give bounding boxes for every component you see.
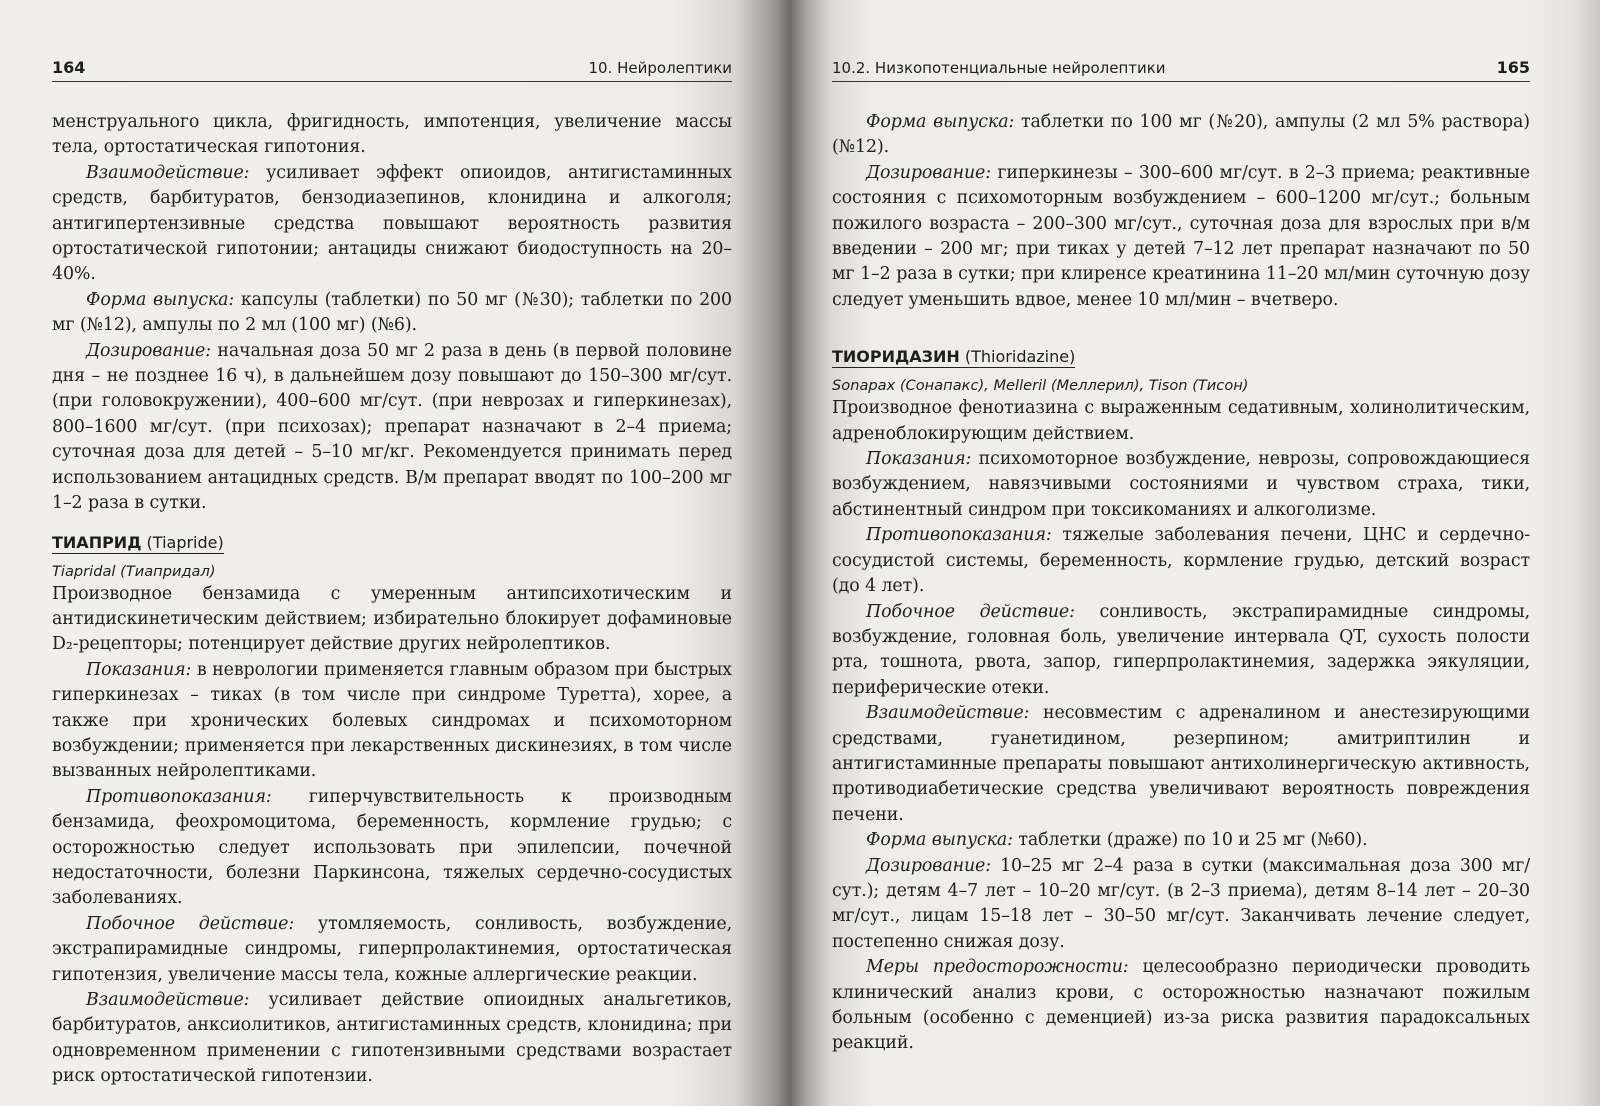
right-page-text xyxy=(832,110,1530,1057)
section-label: Показания: xyxy=(866,449,972,470)
section-label: Противопоказания: xyxy=(866,525,1052,546)
left-running-head xyxy=(52,0,732,82)
section-label: Меры предосторожности: xyxy=(866,957,1129,978)
paragraph xyxy=(832,955,1530,1057)
drug-latin-name: (Tiapride) xyxy=(141,532,224,552)
section-label: Дозирование: xyxy=(866,855,991,876)
section-label: Противопоказания: xyxy=(86,786,272,807)
continued-paragraph: менструального цикла, фригидность, импотенция, увеличение массы тела, ортостатическая гипотония. xyxy=(52,112,732,158)
left-page xyxy=(0,0,790,1106)
drug-heading-tiapride xyxy=(52,533,224,554)
right-chapter-title: 10.2. Низкопотенциальные нейролептики xyxy=(832,59,1166,77)
paragraph xyxy=(52,912,732,988)
section-label: Форма выпуска: xyxy=(866,112,1015,132)
section-label: Побочное действие: xyxy=(866,601,1075,622)
section-label: Взаимодействие: xyxy=(86,990,250,1010)
section-text: усиливает эффект опиоидов, антигистаминных средств, барбитуратов, бензодиазепинов, клонидина и алкоголя; антигипертензивные средства повышают вероятность развития ортостатической гипотонии; антациды снижают биодоступность на 20–40%. xyxy=(52,162,732,285)
drug-name: ТИАПРИД xyxy=(52,532,142,552)
paragraph xyxy=(832,854,1530,956)
section-text: утомляемость, сонливость, возбуждение, экстрапирамидные синдромы, гиперпролактинемия, ортостатическая гипотензия, увеличение массы тела, кожные аллергические реакции. xyxy=(52,913,733,985)
section-text: сонливость, экстрапирамидные синдромы, возбуждение, головная боль, увеличение интервала QT, сухость полости рта, тошнота, рвота, запор, гиперпролактинемия, задержка эякуляции, периферические отеки. xyxy=(832,601,1531,698)
right-page-number: 165 xyxy=(1496,58,1530,77)
paragraph xyxy=(832,828,1530,853)
section-label: Форма выпуска: xyxy=(86,289,235,310)
paragraph xyxy=(832,701,1530,828)
drug-description: Производное бензамида с умеренным антипсихотическим и антидискинетическим действием; избирательно блокирует дофаминовые D₂-рецепторы; потенцирует действие других нейролептиков. xyxy=(52,583,732,655)
section-label: Взаимодействие: xyxy=(86,162,250,183)
left-page-number: 164 xyxy=(52,58,86,77)
paragraph xyxy=(832,600,1530,702)
left-page-text xyxy=(52,110,732,1090)
paragraph xyxy=(52,288,732,339)
drug-description: Производное фенотиазина с выраженным седативным, холинолитическим, адреноблокирующим действием. xyxy=(832,398,1530,444)
paragraph xyxy=(832,161,1530,313)
section-label: Побочное действие: xyxy=(86,913,295,934)
section-text: таблетки (драже) по 10 и 25 мг (№60). xyxy=(1012,830,1368,851)
section-text: усиливает действие опиоидных анальгетиков, барбитуратов, анксиолитиков, антигистаминных средств, клонидина; при одновременном применении с гипотензивными средствами возрастает риск ортостатической гипотензии. xyxy=(52,990,732,1087)
trade-names: Sonapax (Сонапакс), Melleril (Меллерил), Tison (Тисон) xyxy=(832,377,1249,395)
drug-name: ТИОРИДАЗИН xyxy=(832,347,960,367)
section-text: гиперчувствительность к производным бензамида, феохромоцитома, беременность, кормление грудью; с осторожностью следует использовать при эпилепсии, почечной недостаточности, болезни Паркинсона, тяжелых сердечно-сосудистых заболеваниях. xyxy=(52,786,732,909)
section-text: целесообразно периодически проводить клинический анализ крови, с осторожностью назначают пожилым больным (особенно с деменцией) из-за риска развития парадоксальных реакций. xyxy=(832,957,1530,1054)
section-label: Показания: xyxy=(86,659,192,680)
section-text: гиперкинезы – 300–600 мг/сут. в 2–3 приема; реактивные состояния с психомоторным возбуждением – 600–1200 мг/сут.; больным пожилого возраста – 200–300 мг/сут., суточная доза для взрослых при в/м введении – 200 мг; при тиках у детей 7–12 лет препарат назначают по 50 мг 1–2 раза в сутки; при клиренсе креатинина 11–20 мл/мин суточную дозу следует уменьшить вдвое, менее 10 мл/мин – вчетверо. xyxy=(832,162,1530,310)
section-text: в неврологии применяется главным образом при быстрых гиперкинезах – тиках (в том числе при синдроме Туретта), хорее, а также при хронических болевых синдромах и психомоторном возбуждении; применяется при лекарственных дискинезиях, в том числе вызванных нейролептиками. xyxy=(52,659,732,782)
right-running-head xyxy=(832,0,1530,82)
section-text: начальная доза 50 мг 2 раза в день (в первой половине дня – не позднее 16 ч), в дальнейшем дозу повышают до 150–300 мг/сут. (при головокружении), 400–600 мг/сут. (при неврозах и гиперкинезах), 800–1600 мг/сут. (при психозах); препарат назначают в 2–4 приема; суточная доза для детей – 5–10 мг/кг. Рекомендуется принимать перед использованием антацидных средств. В/м препарат вводят по 100–200 мг 1–2 раза в сутки. xyxy=(52,340,732,514)
left-chapter-title: 10. Нейролептики xyxy=(588,59,732,77)
trade-names: Tiapridal (Тиапридал) xyxy=(52,562,216,580)
section-label: Форма выпуска: xyxy=(866,830,1013,851)
drug-heading-thioridazine xyxy=(832,347,1075,368)
section-label: Взаимодействие: xyxy=(866,703,1030,724)
section-label: Дозирование: xyxy=(86,340,211,361)
section-text: таблетки по 100 мг (№20), ампулы (2 мл 5% раствора) (№12). xyxy=(832,112,1530,158)
section-text: несовместим с адреналином и анестезирующими средствами, гуанетидином, резерпином; амитриптилин и антигистаминные препараты повышают антихолинергическую активность, противодиабетические средства увеличивают вероятность повреждения печени. xyxy=(832,703,1530,825)
right-page xyxy=(790,0,1600,1106)
paragraph xyxy=(832,110,1530,161)
paragraph xyxy=(52,339,732,517)
paragraph xyxy=(52,785,732,912)
section-text: психомоторное возбуждение, неврозы, сопровождающиеся возбуждением, навязчивыми состояниями и чувством страха, тики, абстинентный синдром при токсикоманиях и алкоголизме. xyxy=(832,449,1530,520)
paragraph xyxy=(52,161,732,288)
spacer xyxy=(832,313,1530,331)
paragraph xyxy=(52,658,732,785)
paragraph xyxy=(832,447,1530,523)
section-text: капсулы (таблетки) по 50 мг (№30); таблетки по 200 мг (№12), ампулы по 2 мл (100 мг) (№6). xyxy=(52,289,732,336)
section-text: 10–25 мг 2–4 раза в сутки (максимальная доза 300 мг/сут.); детям 4–7 лет – 10–20 мг/сут. (в 2–3 приема), детям 8–14 лет – 20–30 мг/сут., лицам 15–18 лет – 30–50 мг/сут. Заканчивать лечение следует, постепенно снижая дозу. xyxy=(832,855,1530,952)
section-label: Дозирование: xyxy=(866,162,991,183)
drug-latin-name: (Thioridazine) xyxy=(959,347,1076,367)
paragraph xyxy=(52,988,732,1090)
section-text: тяжелые заболевания печени, ЦНС и сердечно-сосудистой системы, беременность, кормление грудью, детский возраст (до 4 лет). xyxy=(832,525,1530,597)
paragraph xyxy=(832,523,1530,599)
